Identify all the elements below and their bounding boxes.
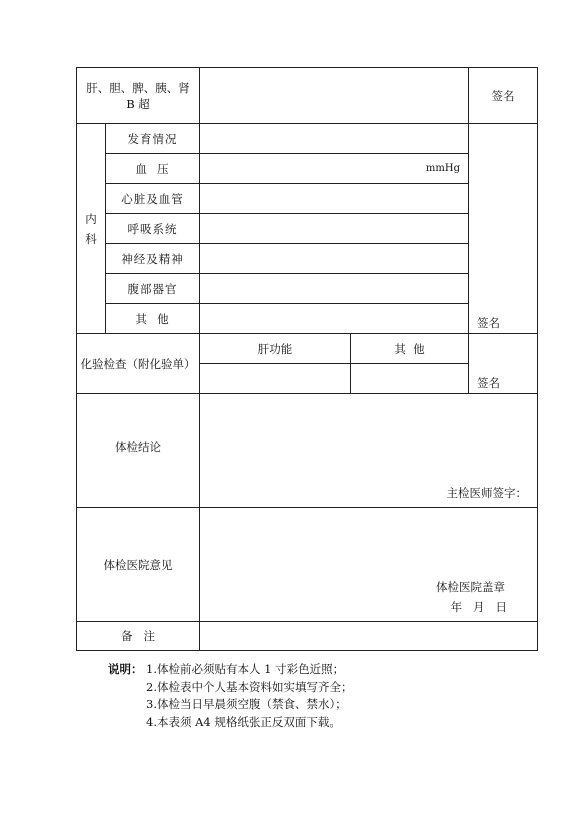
medical-exam-form-table: [76, 67, 538, 651]
internal-row-field[interactable]: [200, 244, 469, 274]
internal-row-label: 呼吸系统: [106, 214, 200, 244]
hospital-opinion-field[interactable]: [200, 508, 538, 622]
chief-physician-sign: 主检医师签字：: [446, 486, 527, 500]
internal-row-field[interactable]: [200, 274, 469, 304]
hospital-seal: 体检医院盖章: [436, 580, 505, 594]
note-item: 4.本表须 A4 规格纸张正反双面下载。: [146, 714, 341, 729]
b-ultrasound-label-line1: 肝、胆、脾、胰、肾: [86, 80, 190, 95]
lab-col-other: 其 他: [351, 334, 469, 364]
lab-other-field[interactable]: [351, 364, 469, 394]
internal-row-field[interactable]: [200, 214, 469, 244]
b-ultrasound-row: [77, 68, 538, 124]
b-ultrasound-label-line2: B 超: [126, 96, 150, 111]
notes: [108, 661, 352, 731]
remarks-label: 备 注: [77, 622, 200, 651]
internal-section-label: [77, 124, 106, 334]
internal-row-field[interactable]: [200, 124, 469, 154]
b-ultrasound-label: [77, 68, 200, 124]
lab-label: 化验检查（附化验单）: [77, 334, 200, 394]
conclusion-label: 体检结论: [77, 394, 200, 508]
remarks-field[interactable]: [200, 622, 538, 651]
note-item: 1.体检前必须贴有本人 1 寸彩色近照；: [146, 662, 345, 676]
lab-liver-field[interactable]: [200, 364, 351, 394]
hospital-opinion-label: 体检医院意见: [77, 508, 200, 622]
conclusion-field[interactable]: [200, 394, 538, 508]
internal-row-label: 心脏及血管: [106, 184, 200, 214]
internal-row-label: 发育情况: [106, 124, 200, 154]
lab-sign: 签名: [469, 334, 538, 394]
b-ultrasound-field[interactable]: [200, 68, 469, 124]
internal-label-char1: 内: [85, 211, 97, 226]
notes-heading: 说明：: [108, 662, 143, 676]
internal-row-field[interactable]: [200, 184, 469, 214]
internal-sign: 签名: [469, 124, 538, 334]
internal-label-char2: 科: [85, 231, 97, 246]
b-ultrasound-sign: 签名: [469, 68, 538, 124]
note-item: 3.体检当日早晨须空腹（禁食、禁水）；: [146, 697, 347, 711]
internal-row-label: 神经及精神: [106, 244, 200, 274]
internal-row-label: 其 他: [106, 304, 200, 334]
blood-pressure-field[interactable]: mmHg: [200, 154, 469, 184]
internal-row-label: 腹部器官: [106, 274, 200, 304]
internal-row-label: 血 压: [106, 154, 200, 184]
internal-row-field[interactable]: [200, 304, 469, 334]
note-item: 2.体检表中个人基本资料如实填写齐全；: [146, 679, 353, 694]
hospital-date: 年 月 日: [450, 600, 507, 614]
lab-col-liver: 肝功能: [200, 334, 351, 364]
